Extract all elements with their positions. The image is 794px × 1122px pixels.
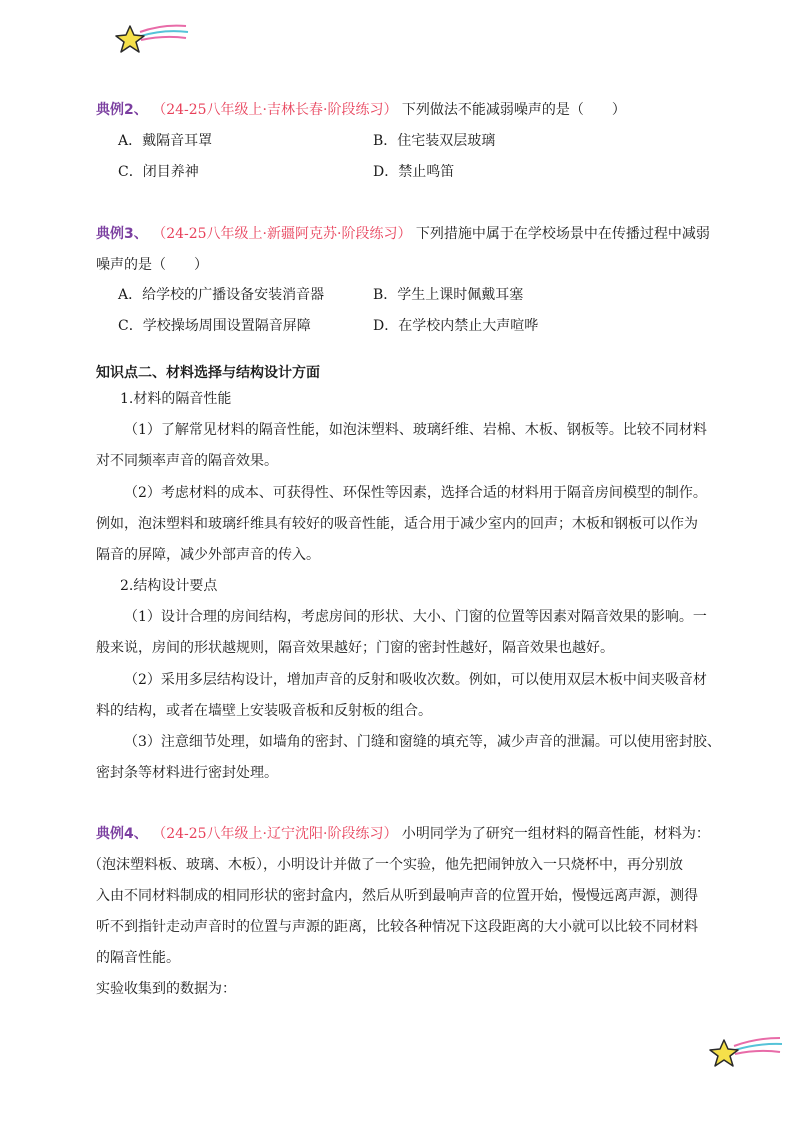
paragraph-1-line2: 对不同频率声音的隔音效果。 [96, 453, 278, 469]
example-2-question [96, 100, 626, 120]
paragraph-3-line1: （1）设计合理的房间结构，考虑房间的形状、大小、门窗的位置等因素对隔音效果的影响。一 [124, 609, 707, 625]
example-4-text-line3: 入由不同材料制成的相同形状的密封盒内，然后从听到最响声音的位置开始，慢慢远离声源，测得 [96, 888, 698, 904]
example-2-option-d: D．禁止鸣笛 [373, 164, 455, 180]
subheading-material-performance: 1.材料的隔音性能 [120, 391, 232, 407]
example-4-text-line4: 听不到指针走动声音时的位置与声源的距离，比较各种情况下这段距离的大小就可以比较不同材料 [96, 919, 698, 935]
example-2-option-b: B．住宅装双层玻璃 [373, 133, 496, 149]
paragraph-2-line1: （2）考虑材料的成本、可获得性、环保性等因素，选择合适的材料用于隔音房间模型的制作。 [124, 485, 707, 501]
paragraph-2-line3: 隔音的屏障，减少外部声音的传入。 [96, 547, 320, 563]
paragraph-1-line1: （1）了解常见材料的隔音性能，如泡沫塑料、玻璃纤维、岩棉、木板、钢板等。比较不同材料 [124, 422, 707, 438]
example-3-text-line2: 噪声的是（ ） [96, 257, 208, 273]
shooting-star-top-icon [112, 20, 192, 60]
example-4-line1 [96, 824, 710, 844]
example-4-text-line1: 小明同学为了研究一组材料的隔音性能，材料为： [401, 826, 710, 842]
example-2-option-a: A．戴隔音耳罩 [118, 133, 213, 149]
example-2-text: 下列做法不能减弱噪声的是（ ） [401, 102, 626, 118]
example-2-source: （24-25八年级上·吉林长春·阶段练习） [152, 102, 398, 118]
subheading-structure-design: 2.结构设计要点 [120, 578, 218, 594]
example-4-text-line2: （泡沫塑料板、玻璃、木板），小明设计并做了一个实验，他先把闹钟放入一只烧杯中，再分别放 [88, 857, 683, 873]
example-3-tag: 典例3、 [96, 226, 148, 242]
example-3-text-line1: 下列措施中属于在学校场景中在传播过程中减弱 [415, 226, 710, 242]
paragraph-3-line2: 般来说，房间的形状越规则，隔音效果越好；门窗的密封性越好，隔音效果也越好。 [96, 640, 614, 656]
knowledge-point-2-title: 知识点二、材料选择与结构设计方面 [96, 365, 320, 381]
example-4-text-line5: 的隔音性能。 [96, 950, 180, 966]
example-3-question [96, 224, 710, 244]
example-3-option-d: D．在学校内禁止大声喧哗 [373, 318, 539, 334]
paragraph-4-line1: （2）采用多层结构设计，增加声音的反射和吸收次数。例如，可以使用双层木板中间夹吸音材 [124, 672, 707, 688]
example-3-option-a: A．给学校的广播设备安装消音器 [118, 287, 325, 303]
paragraph-5-line1: （3）注意细节处理，如墙角的密封、门缝和窗缝的填充等，减少声音的泄漏。可以使用密封胶、 [124, 734, 721, 750]
example-4-text-line6: 实验收集到的数据为： [96, 981, 236, 997]
example-4-tag: 典例4、 [96, 826, 148, 842]
paragraph-5-line2: 密封条等材料进行密封处理。 [96, 765, 278, 781]
paragraph-4-line2: 料的结构，或者在墙壁上安装吸音板和反射板的组合。 [96, 703, 432, 719]
example-3-option-b: B．学生上课时佩戴耳塞 [373, 287, 524, 303]
shooting-star-bottom-icon [706, 1032, 786, 1072]
example-4-source: （24-25八年级上·辽宁沈阳·阶段练习） [152, 826, 398, 842]
example-3-source: （24-25八年级上·新疆阿克苏·阶段练习） [152, 226, 412, 242]
paragraph-2-line2: 例如，泡沫塑料和玻璃纤维具有较好的吸音性能，适合用于减少室内的回声；木板和钢板可以作为 [96, 516, 698, 532]
example-2-option-c: C．闭目养神 [118, 164, 199, 180]
example-2-tag: 典例2、 [96, 102, 148, 118]
example-3-option-c: C．学校操场周围设置隔音屏障 [118, 318, 311, 334]
